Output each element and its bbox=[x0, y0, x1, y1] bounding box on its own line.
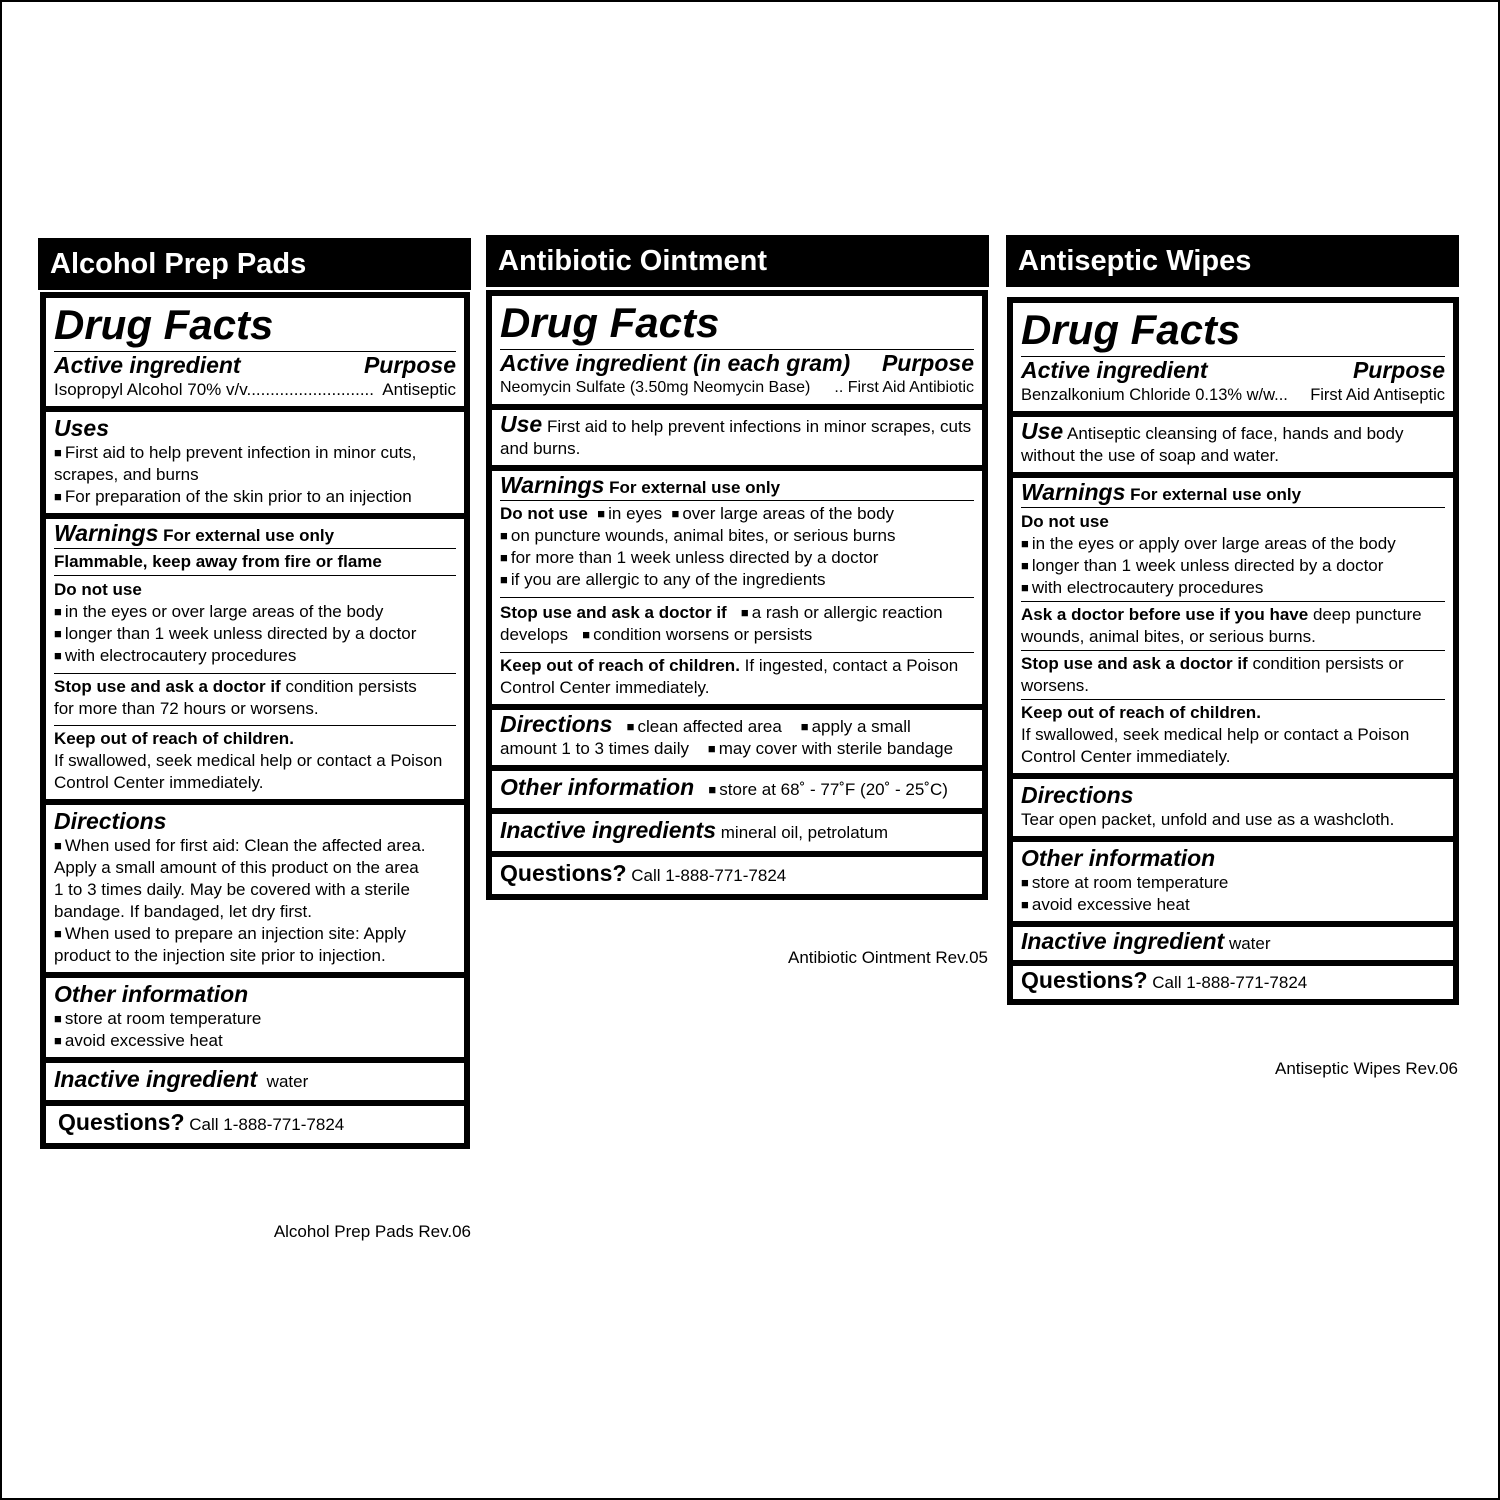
antibiotic-title-bar bbox=[486, 235, 989, 287]
wipes-other-heading: Other information bbox=[1021, 845, 1216, 871]
antibiotic-dnu-2: for more than 1 week unless directed by a doctor bbox=[510, 548, 879, 567]
wipes-questions-heading: Questions? bbox=[1021, 967, 1148, 993]
bullet-icon: ■ bbox=[54, 648, 62, 663]
alcohol-use-2: For preparation of the skin prior to an injection bbox=[64, 487, 412, 506]
wipes-ask-text: deep puncture bbox=[1312, 605, 1422, 624]
alcohol-warnings-box bbox=[46, 519, 464, 799]
alcohol-directions-heading: Directions bbox=[54, 808, 167, 834]
alcohol-keep-bold: Keep out of reach of children. bbox=[54, 729, 294, 748]
antibiotic-stop-1b: develops bbox=[500, 625, 569, 644]
list-item bbox=[54, 486, 456, 508]
alcohol-use-1: First aid to help prevent infection in minor cuts, bbox=[64, 443, 417, 462]
antibiotic-external: For external use only bbox=[609, 478, 781, 497]
wipes-external: For external use only bbox=[1130, 485, 1302, 504]
alcohol-questions: Call 1-888-771-7824 bbox=[189, 1115, 345, 1134]
bullet-icon: ■ bbox=[54, 604, 62, 619]
wipes-keep-bold: Keep out of reach of children. bbox=[1021, 703, 1261, 722]
antibiotic-keep-text2: Control Center immediately. bbox=[500, 678, 710, 697]
alcohol-stop-text2: for more than 72 hours or worsens. bbox=[54, 699, 319, 718]
alcohol-title: Alcohol Prep Pads bbox=[50, 247, 307, 280]
wipes-other-1: store at room temperature bbox=[1031, 873, 1229, 892]
antibiotic-other-heading: Other information bbox=[500, 774, 695, 800]
wipes-dnu-3: with electrocautery procedures bbox=[1031, 578, 1264, 597]
bullet-icon: ■ bbox=[54, 1011, 62, 1026]
antibiotic-inactive-box bbox=[492, 814, 982, 851]
alcohol-title-bar bbox=[38, 238, 471, 290]
alcohol-inactive-box bbox=[46, 1063, 464, 1100]
bullet-icon: ■ bbox=[1021, 875, 1029, 890]
bullet-icon: ■ bbox=[54, 926, 62, 941]
bullet-icon: ■ bbox=[800, 719, 809, 734]
wipes-other-2: avoid excessive heat bbox=[1031, 895, 1190, 914]
bullet-icon: ■ bbox=[1021, 536, 1029, 551]
list-item bbox=[54, 464, 456, 486]
antibiotic-ingredient: Neomycin Sulfate (3.50mg Neomycin Base) bbox=[500, 379, 811, 396]
alcohol-inactive: water bbox=[266, 1072, 309, 1091]
antibiotic-dnu-3: if you are allergic to any of the ingredients bbox=[510, 570, 826, 589]
wipes-inactive: water bbox=[1228, 934, 1271, 953]
wipes-drug-facts-title: Drug Facts bbox=[1021, 306, 1445, 357]
alcohol-dir-1: When used for first aid: Clean the affected area. bbox=[64, 836, 426, 855]
bullet-icon: ■ bbox=[54, 445, 62, 460]
antibiotic-dnu-eyes: in eyes bbox=[608, 504, 663, 523]
bullet-icon: ■ bbox=[500, 528, 508, 543]
wipes-keep-text: If swallowed, seek medical help or contact a Poison bbox=[1021, 725, 1410, 744]
bullet-icon: ■ bbox=[54, 489, 62, 504]
alcohol-dnu-1: in the eyes or over large areas of the body bbox=[64, 602, 384, 621]
alcohol-keep-text: If swallowed, seek medical help or contact a Poison bbox=[54, 751, 443, 770]
wipes-use-text2: without the use of soap and water. bbox=[1021, 446, 1280, 465]
alcohol-dnu-2: longer than 1 week unless directed by a doctor bbox=[64, 624, 417, 643]
wipes-directions-heading: Directions bbox=[1021, 782, 1134, 808]
wipes-use-heading: Use bbox=[1021, 418, 1064, 444]
bullet-icon: ■ bbox=[500, 550, 508, 565]
alcohol-warnings-heading: Warnings bbox=[54, 520, 159, 546]
wipes-dnu-2: longer than 1 week unless directed by a doctor bbox=[1031, 556, 1384, 575]
alcohol-other-box bbox=[46, 978, 464, 1057]
antibiotic-dots: .. bbox=[834, 379, 844, 396]
antibiotic-warnings-heading: Warnings bbox=[500, 472, 605, 498]
antibiotic-questions-heading: Questions? bbox=[500, 860, 627, 886]
alcohol-dir-6: product to the injection site prior to injection. bbox=[54, 946, 386, 965]
list-item bbox=[54, 623, 456, 645]
alcohol-other-heading: Other information bbox=[54, 981, 249, 1007]
alcohol-stop-bold: Stop use and ask a doctor if bbox=[54, 677, 281, 696]
alcohol-revision: Alcohol Prep Pads Rev.06 bbox=[273, 1222, 471, 1241]
wipes-inactive-heading: Inactive ingredient bbox=[1021, 928, 1225, 954]
wipes-ask-text2: wounds, animal bites, or serious burns. bbox=[1021, 627, 1316, 646]
list-item bbox=[54, 645, 456, 671]
bullet-icon: ■ bbox=[740, 605, 749, 620]
alcohol-dnu-3: with electrocautery procedures bbox=[64, 646, 297, 665]
wipes-stop-text: condition persists or bbox=[1252, 654, 1404, 673]
antibiotic-dnu-areas: over large areas of the body bbox=[682, 504, 895, 523]
bullet-icon: ■ bbox=[54, 838, 62, 853]
antibiotic-keep-bold: Keep out of reach of children. bbox=[500, 656, 740, 675]
wipes-purpose-heading: Purpose bbox=[1352, 357, 1445, 383]
bullet-icon: ■ bbox=[671, 506, 680, 521]
wipes-directions: Tear open packet, unfold and use as a washcloth. bbox=[1021, 810, 1395, 829]
antibiotic-dir-2: apply a small bbox=[811, 717, 911, 736]
antibiotic-dnu-1: on puncture wounds, animal bites, or serious burns bbox=[510, 526, 896, 545]
wipes-use-box bbox=[1013, 417, 1453, 472]
wipes-directions-box bbox=[1013, 779, 1453, 836]
antibiotic-do-not-use: Do not use bbox=[500, 504, 588, 523]
alcohol-dir-3: 1 to 3 times daily. May be covered with a sterile bbox=[54, 880, 410, 899]
alcohol-dir-5: When used to prepare an injection site: Apply bbox=[64, 924, 407, 943]
wipes-drug-facts bbox=[1007, 297, 1459, 1005]
bullet-icon: ■ bbox=[707, 741, 716, 756]
bullet-icon: ■ bbox=[54, 626, 62, 641]
antibiotic-stop-2: condition worsens or persists bbox=[593, 625, 813, 644]
bullet-icon: ■ bbox=[582, 627, 591, 642]
antibiotic-drug-facts-title: Drug Facts bbox=[500, 299, 974, 350]
wipes-inactive-box bbox=[1013, 927, 1453, 960]
antibiotic-warnings-box bbox=[492, 471, 982, 704]
alcohol-inactive-heading: Inactive ingredient bbox=[54, 1066, 258, 1092]
wipes-revision: Antiseptic Wipes Rev.06 bbox=[1275, 1059, 1458, 1078]
antibiotic-questions: Call 1-888-771-7824 bbox=[631, 866, 787, 885]
antibiotic-directions-heading: Directions bbox=[500, 711, 613, 737]
wipes-questions-box bbox=[1013, 966, 1453, 999]
antibiotic-purpose-heading: Purpose bbox=[881, 350, 974, 376]
antibiotic-dir-2b: amount 1 to 3 times daily bbox=[500, 739, 689, 758]
wipes-keep-text2: Control Center immediately. bbox=[1021, 747, 1231, 766]
antibiotic-directions-box bbox=[492, 710, 982, 765]
wipes-use-text: Antiseptic cleansing of face, hands and body bbox=[1067, 424, 1404, 443]
alcohol-other-2: avoid excessive heat bbox=[64, 1031, 223, 1050]
antibiotic-other: store at 68˚ - 77˚F (20˚ - 25˚C) bbox=[719, 780, 948, 799]
wipes-dnu-1: in the eyes or apply over large areas of the body bbox=[1031, 534, 1396, 553]
bullet-icon: ■ bbox=[54, 1033, 62, 1048]
bullet-icon: ■ bbox=[1021, 580, 1029, 595]
bullet-icon: ■ bbox=[1021, 558, 1029, 573]
alcohol-questions-box bbox=[46, 1106, 464, 1143]
wipes-warnings-heading: Warnings bbox=[1021, 479, 1126, 505]
alcohol-use-1b: scrapes, and burns bbox=[54, 465, 199, 484]
bullet-icon: ■ bbox=[1021, 897, 1029, 912]
wipes-do-not-use: Do not use bbox=[1021, 512, 1109, 531]
antibiotic-active-box bbox=[492, 296, 982, 404]
antibiotic-use-box bbox=[492, 410, 982, 465]
alcohol-dots: ........................... bbox=[246, 380, 374, 399]
wipes-ingredient: Benzalkonium Chloride 0.13% w/w bbox=[1021, 386, 1275, 404]
alcohol-external: For external use only bbox=[163, 526, 335, 545]
wipes-questions: Call 1-888-771-7824 bbox=[1152, 973, 1308, 992]
wipes-active-heading: Active ingredient bbox=[1021, 357, 1208, 383]
alcohol-active-heading: Active ingredient bbox=[54, 352, 241, 378]
wipes-dots: ... bbox=[1274, 386, 1288, 404]
wipes-stop-text2: worsens. bbox=[1021, 676, 1090, 695]
alcohol-drug-facts-title: Drug Facts bbox=[54, 301, 456, 352]
antibiotic-other-box bbox=[492, 771, 982, 808]
antibiotic-stop-bold: Stop use and ask a doctor if bbox=[500, 603, 727, 622]
alcohol-dir-2: Apply a small amount of this product on the area bbox=[54, 858, 419, 877]
antibiotic-stop-1: a rash or allergic reaction bbox=[751, 603, 943, 622]
antibiotic-keep-text: If ingested, contact a Poison bbox=[744, 656, 959, 675]
alcohol-do-not-use: Do not use bbox=[54, 580, 142, 599]
alcohol-stop-text: condition persists bbox=[285, 677, 417, 696]
alcohol-active-box bbox=[46, 298, 464, 406]
alcohol-uses-box bbox=[46, 412, 464, 513]
antibiotic-use-heading: Use bbox=[500, 411, 543, 437]
antibiotic-ingredient-purpose: First Aid Antibiotic bbox=[847, 379, 974, 396]
wipes-ask-bold: Ask a doctor before use if you have bbox=[1021, 605, 1309, 624]
bullet-icon: ■ bbox=[708, 782, 717, 797]
antibiotic-use-text: First aid to help prevent infections in minor scrapes, cuts bbox=[546, 417, 972, 436]
alcohol-keep-text2: Control Center immediately. bbox=[54, 773, 264, 792]
antibiotic-inactive: mineral oil, petrolatum bbox=[720, 823, 888, 842]
antibiotic-inactive-heading: Inactive ingredients bbox=[500, 817, 717, 843]
alcohol-dir-4: bandage. If bandaged, let dry first. bbox=[54, 902, 313, 921]
bullet-icon: ■ bbox=[500, 572, 508, 587]
alcohol-drug-facts bbox=[40, 292, 470, 1149]
alcohol-directions-box bbox=[46, 805, 464, 972]
wipes-warnings-box bbox=[1013, 478, 1453, 773]
antibiotic-revision: Antibiotic Ointment Rev.05 bbox=[788, 948, 988, 967]
antibiotic-active-heading: Active ingredient (in each gram) bbox=[500, 350, 851, 376]
list-item bbox=[54, 601, 456, 623]
antibiotic-title: Antibiotic Ointment bbox=[498, 244, 768, 277]
bullet-icon: ■ bbox=[597, 506, 606, 521]
alcohol-flammable: Flammable, keep away from fire or flame bbox=[54, 549, 456, 576]
alcohol-other-1: store at room temperature bbox=[64, 1009, 262, 1028]
wipes-other-box bbox=[1013, 842, 1453, 921]
wipes-title: Antiseptic Wipes bbox=[1018, 244, 1252, 277]
alcohol-questions-heading: Questions? bbox=[58, 1109, 185, 1135]
wipes-title-bar bbox=[1006, 235, 1459, 287]
alcohol-ingredient-purpose: Antiseptic bbox=[382, 380, 456, 399]
alcohol-ingredient: Isopropyl Alcohol 70% v/v bbox=[54, 380, 247, 399]
antibiotic-questions-box bbox=[492, 857, 982, 894]
antibiotic-use-text2: and burns. bbox=[500, 439, 581, 458]
antibiotic-dir-3: may cover with sterile bandage bbox=[718, 739, 954, 758]
wipes-ingredient-purpose: First Aid Antiseptic bbox=[1310, 386, 1445, 404]
alcohol-purpose-heading: Purpose bbox=[363, 352, 456, 378]
bullet-icon: ■ bbox=[626, 719, 635, 734]
wipes-stop-bold: Stop use and ask a doctor if bbox=[1021, 654, 1248, 673]
alcohol-uses-heading: Uses bbox=[54, 415, 109, 441]
list-item bbox=[54, 442, 456, 464]
antibiotic-drug-facts bbox=[486, 290, 988, 900]
wipes-active-box bbox=[1013, 303, 1453, 411]
antibiotic-dir-1: clean affected area bbox=[637, 717, 782, 736]
